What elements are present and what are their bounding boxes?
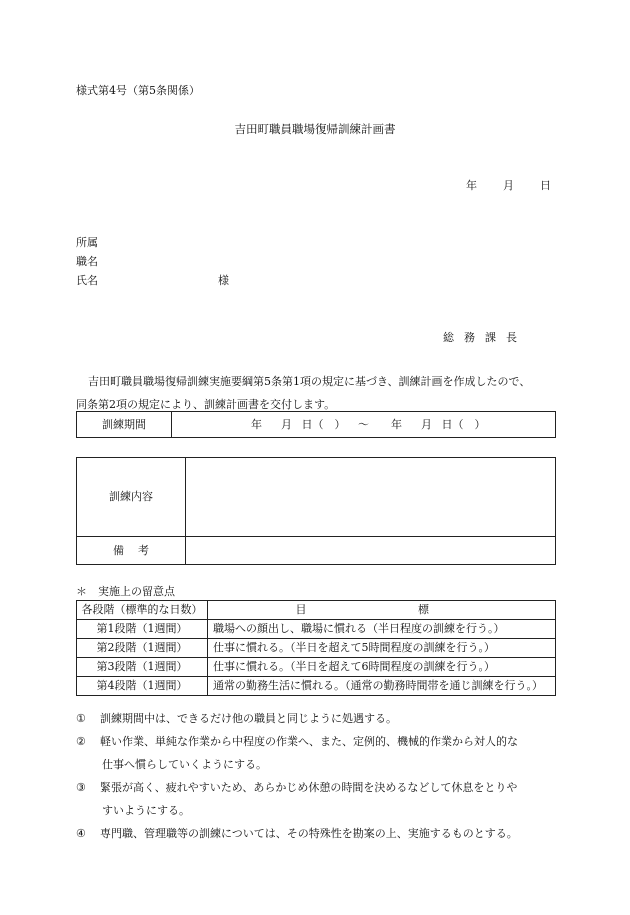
remarks-field[interactable] (186, 537, 556, 565)
rule-text: 緊張が高く、疲れやすいため、あらかじめ休憩の時間を決めるなどして休息をとりや (100, 781, 518, 794)
rules-list (76, 707, 566, 845)
notes-heading: ＊ 実施上の留意点 (76, 585, 175, 598)
stage-table (76, 600, 556, 696)
stage-cell: 第3段階（1週間） (77, 658, 208, 677)
rule-text-continued: 仕事へ慣らしていくようにする。 (102, 758, 267, 771)
honorific: 様 (218, 274, 229, 287)
goal-header-1: 目 (295, 603, 309, 617)
table-row (77, 639, 556, 658)
rule-mark: ② (76, 735, 86, 748)
period-start-day: 日（ ） (301, 417, 346, 431)
stage-cell: 第4段階（1週間） (77, 677, 208, 696)
period-end-day: 日（ ） (441, 417, 486, 431)
list-item (76, 707, 566, 730)
remarks-label: 備考 (77, 537, 186, 565)
stage-header: 各段階（標準的な日数） (77, 601, 208, 620)
list-item (76, 776, 566, 822)
rule-text: 専門職、管理職等の訓練については、その特殊性を勘案の上、実施するものとする。 (100, 827, 518, 840)
period-start-month: 月 (281, 417, 292, 431)
date-month: 月 (503, 179, 514, 192)
body-line-1: 吉田町職員職場復帰訓練実施要綱第5条第1項の規定に基づき、訓練計画を作成したので、 (88, 375, 531, 388)
training-content-label: 訓練内容 (77, 458, 186, 537)
list-item (76, 730, 566, 776)
rule-mark: ③ (76, 781, 86, 794)
goal-header (208, 601, 556, 620)
training-content-field[interactable] (186, 458, 556, 537)
body-line-2: 同条第2項の規定により、訓練計画書を交付します。 (76, 398, 336, 411)
period-separator: ～ (358, 417, 369, 431)
goal-cell: 仕事に慣れる。（半日を超えて5時間程度の訓練を行う。） (208, 639, 556, 658)
goal-cell: 通常の勤務生活に慣れる。（通常の勤務時間帯を通じ訓練を行う。） (208, 677, 556, 696)
stage-cell: 第1段階（1週間） (77, 620, 208, 639)
document-title: 吉田町職員職場復帰訓練計画書 (234, 122, 396, 136)
goal-cell: 仕事に慣れる。（半日を超えて6時間程度の訓練を行う。） (208, 658, 556, 677)
rule-mark: ① (76, 712, 86, 725)
period-start-year: 年 (251, 417, 262, 431)
goal-cell: 職場への顔出し、職場に慣れる（半日程度の訓練を行う。） (208, 620, 556, 639)
date-year: 年 (466, 179, 477, 192)
training-period-label: 訓練期間 (77, 412, 172, 438)
stage-cell: 第2段階（1週間） (77, 639, 208, 658)
training-period-table (76, 411, 556, 438)
affiliation-label: 所属 (76, 236, 98, 249)
period-end-month: 月 (421, 417, 432, 431)
sender-title: 総務課長 (443, 331, 527, 344)
rule-mark: ④ (76, 827, 86, 840)
form-number: 様式第4号（第5条関係） (76, 84, 200, 97)
training-content-table (76, 457, 556, 565)
stage-table-header (77, 601, 556, 620)
table-row (77, 658, 556, 677)
date-day: 日 (540, 179, 551, 192)
name-label: 氏名 (76, 274, 98, 287)
list-item (76, 822, 566, 845)
table-row (77, 677, 556, 696)
table-row (77, 620, 556, 639)
rule-text-continued: すいようにする。 (102, 804, 190, 817)
period-end-year: 年 (391, 417, 402, 431)
rule-text: 軽い作業、単純な作業から中程度の作業へ、また、定例的、機械的作業から対人的な (100, 735, 518, 748)
training-period-value[interactable] (172, 412, 556, 438)
body-text (76, 370, 556, 416)
rule-text: 訓練期間中は、できるだけ他の職員と同じように処遇する。 (100, 712, 397, 725)
post-label: 職名 (76, 255, 98, 268)
goal-header-2: 標 (418, 603, 431, 617)
issue-date (466, 179, 551, 192)
